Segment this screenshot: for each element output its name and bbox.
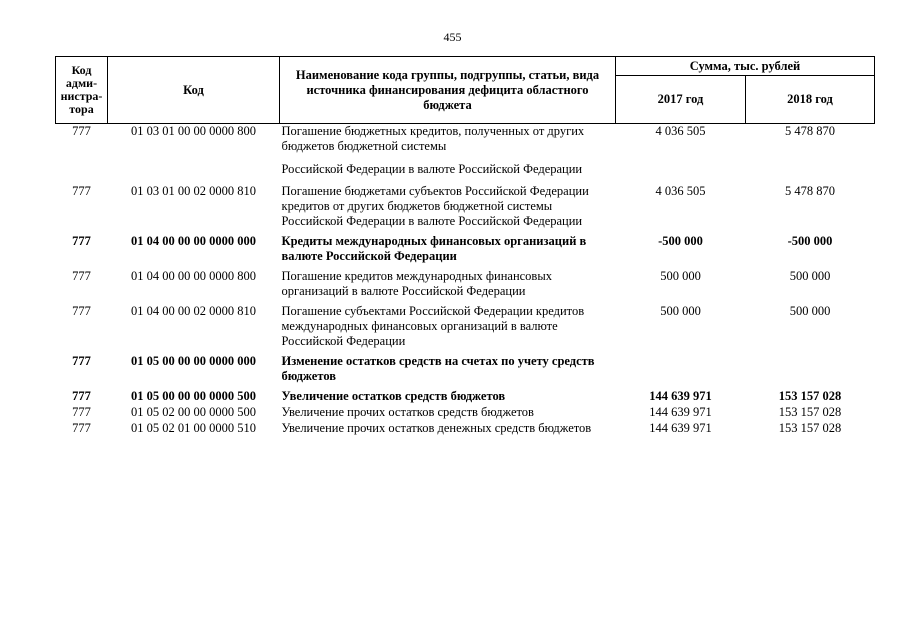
admin-code-cell: 777	[72, 304, 91, 318]
code-cell: 01 05 02 00 00 0000 500	[131, 405, 256, 419]
name-cell: Погашение субъектами Российской Федерации кредитов международных финансовых организаций в валюте Российской Федерации	[281, 304, 585, 348]
code-cell: 01 03 01 00 00 0000 800	[131, 124, 256, 138]
admin-code-cell: 777	[72, 389, 91, 403]
name-cell: Увеличение остатков средств бюджетов	[281, 389, 506, 403]
name-cell: Увеличение прочих остатков средств бюджетов	[281, 405, 534, 419]
column-header-name: Наименование кода группы, подгруппы, статьи, вида источника финансирования дефицита областного бюджета	[280, 57, 616, 124]
code-cell	[108, 159, 280, 184]
table-row	[56, 234, 875, 269]
amount-2017-cell: -500 000	[658, 234, 703, 248]
amount-2018-cell: 153 157 028	[778, 405, 842, 419]
amount-2018-cell: 153 157 028	[778, 421, 842, 435]
admin-code-cell: 777	[72, 405, 91, 419]
name-cell: Увеличение прочих остатков денежных средств бюджетов	[281, 421, 592, 435]
table-header	[56, 57, 875, 124]
amount-2017-cell: 144 639 971	[649, 421, 712, 435]
table-body	[56, 124, 875, 442]
admin-code-cell	[56, 159, 108, 184]
table-row	[56, 124, 875, 160]
name-cell: Кредиты международных финансовых организаций в валюте Российской Федерации	[281, 234, 587, 263]
name-cell: Погашение кредитов международных финансовых организаций в валюте Российской Федерации	[281, 269, 552, 298]
amount-2018-cell: 153 157 028	[778, 389, 842, 403]
column-header-admin-code: Код адми-нистра-тора	[56, 57, 108, 124]
column-header-code: Код	[108, 57, 280, 124]
table-row	[56, 354, 875, 389]
code-cell: 01 04 00 00 02 0000 810	[131, 304, 256, 318]
admin-code-cell: 777	[72, 269, 91, 283]
code-cell: 01 04 00 00 00 0000 000	[131, 234, 256, 248]
code-cell: 01 05 00 00 00 0000 500	[131, 389, 256, 403]
amount-2017-cell: 144 639 971	[649, 389, 712, 403]
amount-2017-cell	[616, 159, 746, 184]
name-cell: Изменение остатков средств на счетах по учету средств бюджетов	[281, 354, 595, 383]
amount-2018-cell	[746, 354, 875, 389]
amount-2017-cell: 500 000	[660, 304, 701, 318]
admin-code-cell: 777	[72, 184, 91, 198]
amount-2017-cell: 500 000	[660, 269, 701, 283]
amount-2018-cell: 5 478 870	[785, 184, 835, 198]
amount-2017-cell: 4 036 505	[655, 184, 706, 198]
amount-2017-cell: 4 036 505	[655, 124, 706, 138]
amount-2017-cell	[616, 354, 746, 389]
column-header-year-2018: 2018 год	[746, 76, 875, 124]
code-cell: 01 05 00 00 00 0000 000	[131, 354, 256, 368]
admin-code-cell: 777	[72, 234, 91, 248]
amount-2018-cell: 500 000	[789, 304, 831, 318]
name-cell: Погашение бюджетных кредитов, полученных от других бюджетов бюджетной системы	[281, 124, 585, 153]
table-row	[56, 184, 875, 234]
column-header-sum: Сумма, тыс. рублей	[616, 57, 875, 76]
amount-2018-cell: 5 478 870	[785, 124, 835, 138]
table-row	[56, 389, 875, 405]
table-row	[56, 421, 875, 441]
table-row	[56, 159, 875, 184]
code-cell: 01 05 02 01 00 0000 510	[131, 421, 256, 435]
code-cell: 01 03 01 00 02 0000 810	[131, 184, 256, 198]
table-row	[56, 405, 875, 421]
amount-2017-cell: 144 639 971	[649, 405, 712, 419]
table-row	[56, 304, 875, 354]
page-number: 455	[443, 30, 462, 44]
amount-2018-cell: 500 000	[789, 269, 831, 283]
table-row	[56, 269, 875, 304]
code-cell: 01 04 00 00 00 0000 800	[131, 269, 256, 283]
amount-2018-cell: -500 000	[787, 234, 833, 248]
sources-table	[55, 56, 875, 441]
admin-code-cell: 777	[72, 421, 91, 435]
name-cell: Российской Федерации в валюте Российской Федерации	[281, 162, 583, 176]
admin-code-cell: 777	[72, 354, 91, 368]
amount-2018-cell	[746, 159, 875, 184]
name-cell: Погашение бюджетами субъектов Российской Федерации кредитов от других бюджетов бюджетной системы Российской Федерации в валюте Российской Федерации	[281, 184, 589, 228]
column-header-year-2017: 2017 год	[616, 76, 746, 124]
admin-code-cell: 777	[72, 124, 91, 138]
